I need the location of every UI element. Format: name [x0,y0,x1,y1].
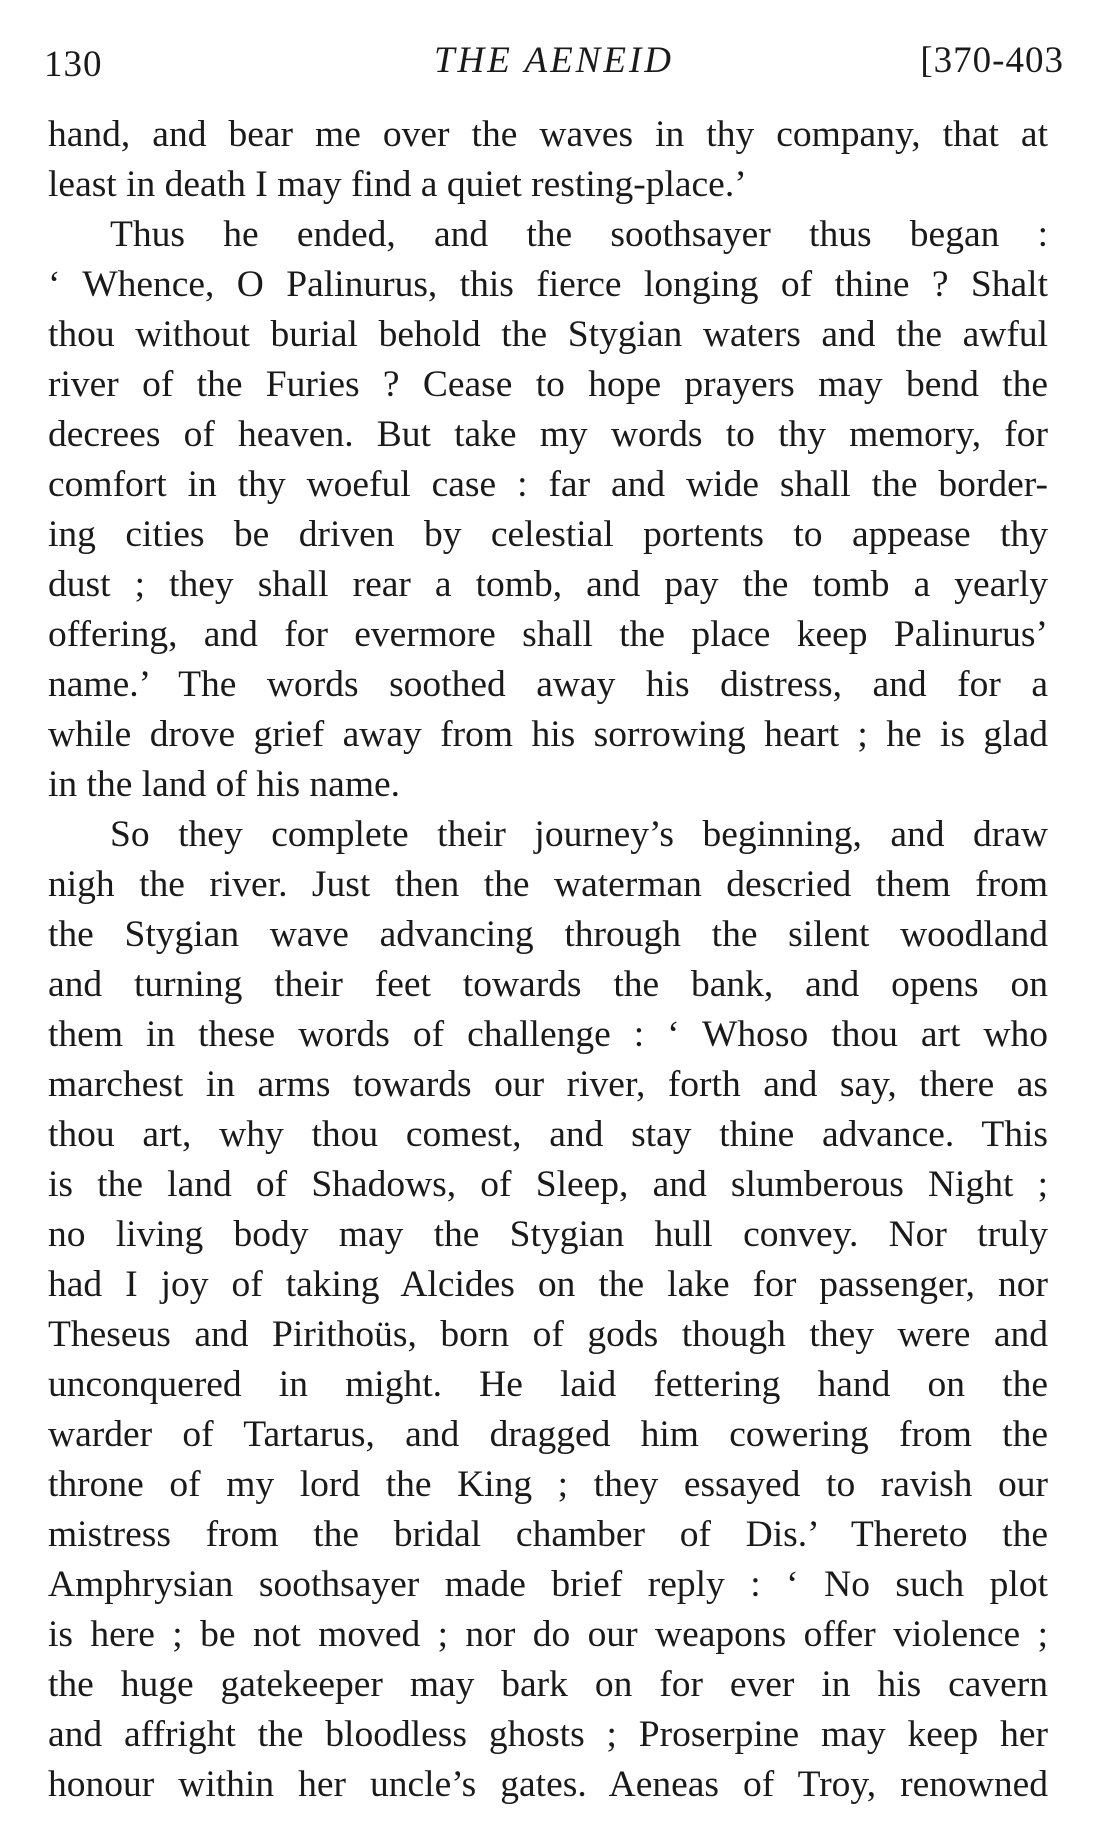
running-head [44,36,1064,86]
text-line: least in death I may find a quiet resting-place.’ [48,164,747,205]
paragraph-start-line: So they complete their journey’s beginning, and draw [110,814,1048,855]
text-line: throne of my lord the King ; they essayed to ravish our [48,1464,1048,1505]
text-line: marchest in arms towards our river, forth and say, there as [48,1064,1048,1105]
line-range: [370-403 [920,40,1064,81]
text-line: the huge gatekeeper may bark on for ever in his cavern [48,1664,1048,1705]
text-line: Theseus and Pirithoüs, born of gods though they were and [48,1314,1048,1355]
text-line: river of the Furies ? Cease to hope prayers may bend the [48,364,1048,405]
text-line: in the land of his name. [48,764,401,805]
text-line: hand, and bear me over the waves in thy company, that at [48,114,1048,155]
text-line: and turning their feet towards the bank, and opens on [48,964,1048,1005]
text-line: Amphrysian soothsayer made brief reply : ‘ No such plot [48,1564,1048,1605]
text-line: no living body may the Stygian hull convey. Nor truly [48,1214,1048,1255]
running-title: THE AENEID [433,40,674,81]
text-line: decrees of heaven. But take my words to thy memory, for [48,414,1048,455]
body-text [48,110,1048,1810]
text-line: while drove grief away from his sorrowing heart ; he is glad [48,714,1048,755]
text-line: mistress from the bridal chamber of Dis.’ Thereto the [48,1514,1048,1555]
text-line: unconquered in might. He laid fettering hand on the [48,1364,1048,1405]
text-line: comfort in thy woeful case : far and wide shall the border- [48,464,1048,505]
text-line: offering, and for evermore shall the place keep Palinurus’ [48,614,1048,655]
paragraph-start-line: Thus he ended, and the soothsayer thus began : [110,214,1048,255]
page-number: 130 [44,44,103,85]
text-line: and affright the bloodless ghosts ; Proserpine may keep her [48,1714,1048,1755]
text-line: thou without burial behold the Stygian waters and the awful [48,314,1048,355]
text-line: nigh the river. Just then the waterman descried them from [48,864,1048,905]
text-line: is here ; be not moved ; nor do our weapons offer violence ; [48,1614,1048,1655]
text-line: ‘ Whence, O Palinurus, this fierce longing of thine ? Shalt [48,264,1048,305]
text-line: dust ; they shall rear a tomb, and pay the tomb a yearly [48,564,1048,605]
text-line: name.’ The words soothed away his distress, and for a [48,664,1048,705]
text-line: is the land of Shadows, of Sleep, and slumberous Night ; [48,1164,1048,1205]
text-line: had I joy of taking Alcides on the lake for passenger, nor [48,1264,1048,1305]
text-line: the Stygian wave advancing through the silent woodland [48,914,1048,955]
text-line: ing cities be driven by celestial portents to appease thy [48,514,1048,555]
text-line: honour within her uncle’s gates. Aeneas of Troy, renowned [48,1764,1048,1805]
text-line: them in these words of challenge : ‘ Whoso thou art who [48,1014,1048,1055]
text-line: thou art, why thou comest, and stay thine advance. This [48,1114,1048,1155]
text-line: warder of Tartarus, and dragged him cowering from the [48,1414,1048,1455]
